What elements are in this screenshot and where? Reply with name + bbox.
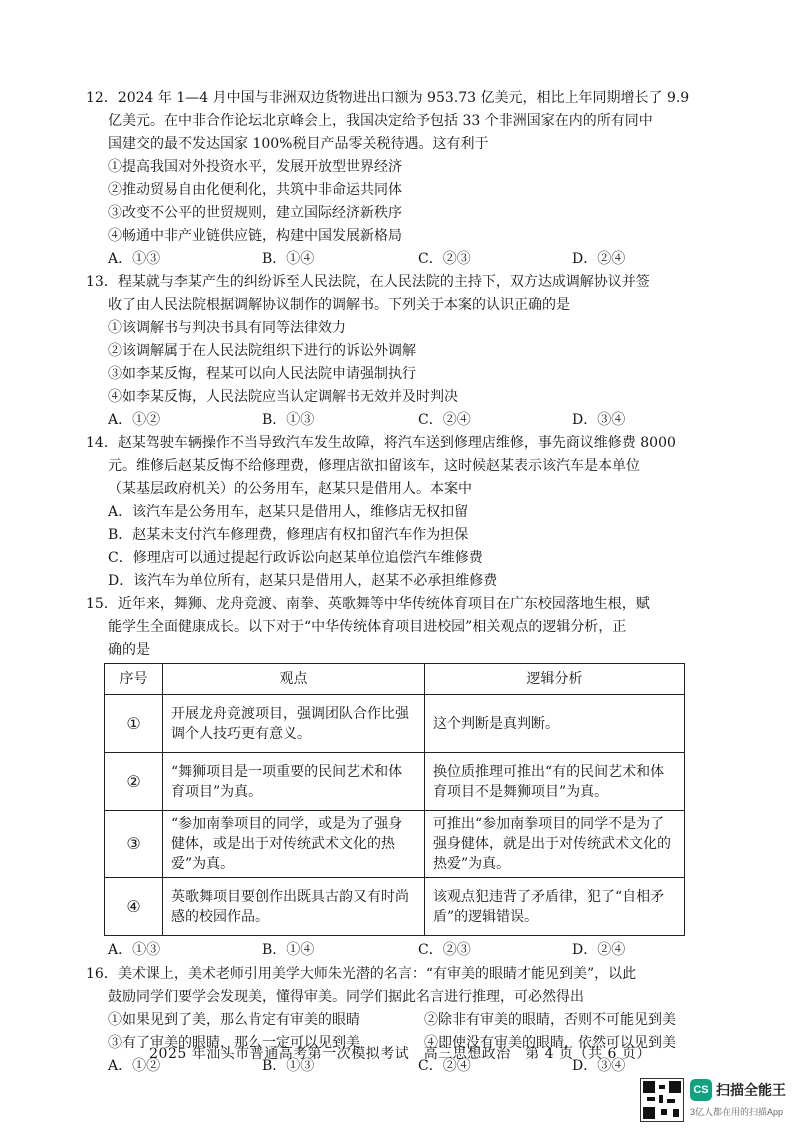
q16-statement-3: ③有了审美的眼睛，那么一定可以见到美 [108,1035,360,1051]
q13-stem-line-1: 13．程某就与李某产生的纠纷诉至人民法院，在人民法院的主持下，双方达成调解协议并签 [86,274,650,290]
q12-stem-line-3: 国建交的最不发达国家 100%税目产品零关税待遇。这有利于 [108,136,489,152]
row-analysis: 该观点犯违背了矛盾律，犯了“自相矛盾”的逻辑错误。 [425,878,685,936]
q16-option-d: D．③④ [572,1058,626,1074]
q14-option-a: A．该汽车是公务用车，赵某只是借用人，维修店无权扣留 [108,504,469,520]
q14-option-b: B．赵某未支付汽车修理费，修理店有权扣留汽车作为担保 [108,527,469,543]
q13-statement-3: ③如李某反悔，程某可以向人民法院申请强制执行 [108,366,416,382]
q15-option-d: D．②④ [572,942,626,958]
q12-stem-line-2: 亿美元。在中非合作论坛北京峰会上，我国决定给予包括 33 个非洲国家在内的所有同中 [108,113,653,129]
q15-stem-line-3: 确的是 [108,642,150,658]
page-footer: 2025 年汕头市普通高考第一次模拟考试 高三思想政治 第 4 页（共 6 页） [149,1046,651,1062]
camscanner-logo: CS [690,1079,712,1101]
q16-option-c: C．②④ [418,1058,471,1074]
q16-statement-2: ②除非有审美的眼睛，否则不可能见到美 [424,1012,676,1028]
row-analysis: 换位质推理可推出“有的民间艺术和体育项目不是舞狮项目”为真。 [425,753,685,811]
q12-option-c: C．②③ [418,251,471,267]
header-number: 序号 [105,664,163,695]
table-row [105,753,685,811]
q12-option-a: A．①③ [108,251,161,267]
q15-stem-line-2: 能学生全面健康成长。以下对于“中华传统体育项目进校园”相关观点的逻辑分析，正 [108,619,627,635]
row-view: “参加南拳项目的同学，或是为了强身健体，或是出于对传统武术文化的热爱”为真。 [163,811,425,878]
q15-option-a: A．①③ [108,942,161,958]
q12-statement-3: ③改变不公平的世贸规则，建立国际经济新秩序 [108,205,402,221]
q13-option-a: A．①② [108,412,161,428]
q16-statement-4: ④即使没有审美的眼睛，依然可以见到美 [424,1035,676,1051]
logic-analysis-table [104,663,685,936]
q12-statement-4: ④畅通中非产业链供应链，构建中国发展新格局 [108,228,402,244]
table-header-row [105,664,685,695]
q16-option-a: A．①② [108,1058,161,1074]
row-analysis: 这个判断是真判断。 [425,695,685,753]
row-number: ① [105,695,163,753]
q13-statement-2: ②该调解属于在人民法院组织下进行的诉讼外调解 [108,343,416,359]
row-number: ③ [105,811,163,878]
q13-option-c: C．②④ [418,412,471,428]
header-analysis: 逻辑分析 [425,664,685,695]
header-view: 观点 [163,664,425,695]
q12-stem-line-1: 12．2024 年 1—4 月中国与非洲双边货物进出口额为 953.73 亿美元，相比上年同期增长了 9.9 [86,90,690,106]
row-view: “舞狮项目是一项重要的民间艺术和体育项目”为真。 [163,753,425,811]
q15-option-b: B．①④ [262,942,315,958]
row-analysis: 可推出“参加南拳项目的同学不是为了强身健体，就是出于对传统武术文化的热爱”为真。 [425,811,685,878]
qr-code-icon [640,1078,684,1122]
q16-option-b: B．①③ [262,1058,315,1074]
q16-statement-1: ①如果见到了美，那么肯定有审美的眼睛 [108,1012,360,1028]
camscanner-slogan: 3亿人都在用的扫描App [690,1107,784,1117]
row-view: 开展龙舟竞渡项目，强调团队合作比强调个人技巧更有意义。 [163,695,425,753]
q12-option-b: B．①④ [262,251,315,267]
q15-option-c: C．②③ [418,942,471,958]
q15-stem-line-1: 15．近年来，舞狮、龙舟竞渡、南拳、英歌舞等中华传统体育项目在广东校园落地生根，赋 [86,596,650,612]
q16-stem-line-1: 16．美术课上，美术老师引用美学大师朱光潜的名言：“有审美的眼睛才能见到美”，以此 [86,966,637,982]
table-row [105,811,685,878]
q14-option-d: D．该汽车为单位所有，赵某只是借用人，赵某不必承担维修费 [108,573,498,589]
q12-statement-2: ②推动贸易自由化便利化，共筑中非命运共同体 [108,182,402,198]
q13-option-d: D．③④ [572,412,626,428]
row-number: ④ [105,878,163,936]
row-view: 英歌舞项目要创作出既具古韵又有时尚感的校园作品。 [163,878,425,936]
q14-option-c: C．修理店可以通过提起行政诉讼向赵某单位追偿汽车维修费 [108,550,483,566]
q13-option-b: B．①③ [262,412,315,428]
q12-statement-1: ①提高我国对外投资水平，发展开放型世界经济 [108,159,402,175]
q13-stem-line-2: 收了由人民法院根据调解协议制作的调解书。下列关于本案的认识正确的是 [108,297,570,313]
q14-stem-line-1: 14．赵某驾驶车辆操作不当导致汽车发生故障，将汽车送到修理店维修，事先商议维修费 8000 [86,435,676,451]
table-row [105,878,685,936]
q13-statement-1: ①该调解书与判决书具有同等法律效力 [108,320,346,336]
camscanner-name: 扫描全能王 [716,1082,786,1098]
q13-statement-4: ④如李某反悔，人民法院应当认定调解书无效并及时判决 [108,389,458,405]
row-number: ② [105,753,163,811]
table-row [105,695,685,753]
q14-stem-line-3: （某基层政府机关）的公务用车，赵某只是借用人。本案中 [108,481,472,497]
q14-stem-line-2: 元。维修后赵某反悔不给修理费，修理店欲扣留该车，这时候赵某表示该汽车是本单位 [108,458,640,474]
q16-stem-line-2: 鼓励同学们要学会发现美，懂得审美。同学们据此名言进行推理，可必然得出 [108,989,584,1005]
q12-option-d: D．②④ [572,251,626,267]
